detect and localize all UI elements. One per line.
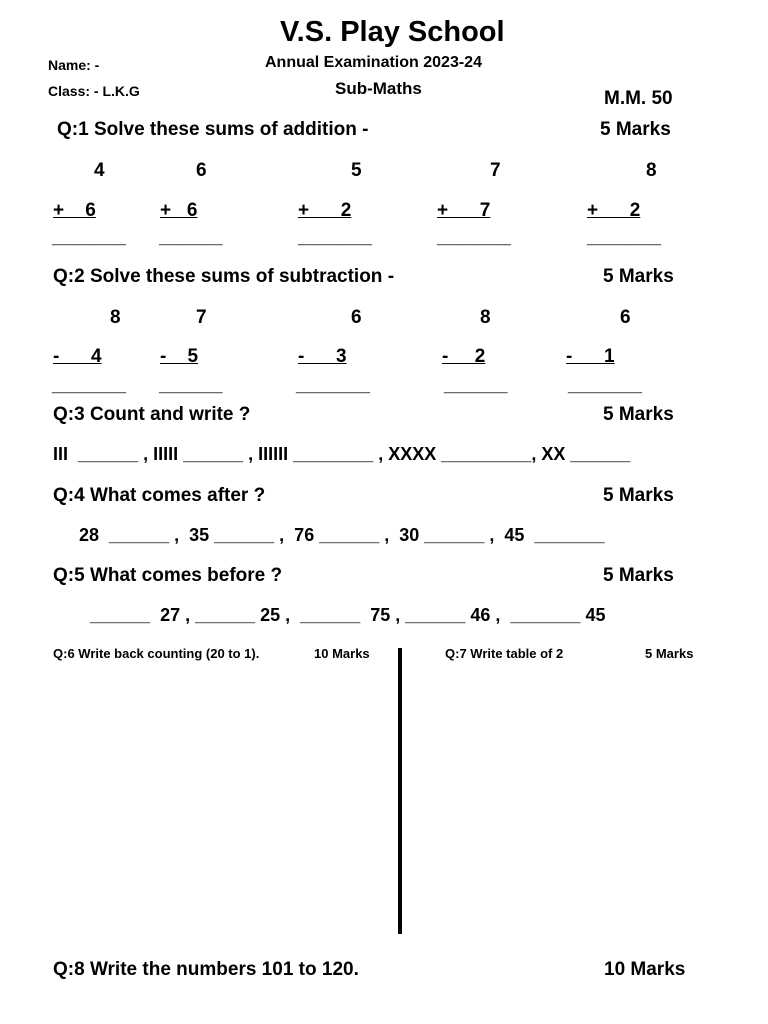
q1-bottom-5: + 2 [587,200,641,221]
q5-before-line: ______ 27 , ______ 25 , ______ 75 , ______ 46 , _______ 45 [90,605,606,625]
q1-bottom-1: + 6 [53,200,96,221]
q2-answer-blank-3: _______ [296,375,370,396]
q1-top-1: 4 [94,160,105,181]
q3-count-line: III ______ , IIIII ______ , IIIIII ________ , XXXX _________, XX ______ [53,444,631,464]
subject-label: Sub-Maths [335,79,422,98]
q2-marks: 5 Marks [603,266,674,287]
q4-title: Q:4 What comes after ? [53,485,266,506]
q2-top-4: 8 [480,307,491,328]
q2-bottom-1: - 4 [53,346,102,367]
q2-top-2: 7 [196,307,207,328]
max-marks: M.M. 50 [604,88,673,109]
q2-bottom-5: - 1 [566,346,615,367]
q1-top-4: 7 [490,160,501,181]
q1-answer-blank-4: _______ [437,227,511,248]
q2-bottom-2: - 5 [160,346,199,367]
q1-bottom-2: + 6 [160,200,198,221]
q1-answer-blank-1: _______ [52,227,126,248]
q1-bottom-4: + 7 [437,200,491,221]
q4-after-line: 28 ______ , 35 ______ , 76 ______ , 30 ______ , 45 _______ [79,525,605,545]
q3-marks: 5 Marks [603,404,674,425]
q1-top-3: 5 [351,160,362,181]
q8-title: Q:8 Write the numbers 101 to 120. [53,959,359,980]
name-label: Name: - [48,57,100,73]
q1-top-2: 6 [196,160,207,181]
q7-title: Q:7 Write table of 2 [445,646,564,661]
q2-title: Q:2 Solve these sums of subtraction - [53,266,395,287]
exam-title: Annual Examination 2023-24 [265,54,482,71]
q3-title: Q:3 Count and write ? [53,404,251,425]
q1-marks: 5 Marks [600,119,671,140]
q6-title: Q:6 Write back counting (20 to 1). [53,646,260,661]
q2-bottom-3: - 3 [298,346,347,367]
q1-title: Q:1 Solve these sums of addition - [57,119,369,140]
q5-marks: 5 Marks [603,565,674,586]
class-label: Class: - L.K.G [48,83,140,99]
q2-answer-blank-2: ______ [159,375,223,396]
q2-answer-blank-1: _______ [52,375,126,396]
q5-title: Q:5 What comes before ? [53,565,283,586]
q7-marks: 5 Marks [645,646,694,661]
q2-answer-blank-4: ______ [444,375,508,396]
q2-bottom-4: - 2 [442,346,486,367]
school-title: V.S. Play School [280,16,505,48]
q2-top-3: 6 [351,307,362,328]
q1-answer-blank-5: _______ [587,227,661,248]
q2-top-5: 6 [620,307,631,328]
q1-bottom-3: + 2 [298,200,352,221]
q6-marks: 10 Marks [314,646,370,661]
q1-answer-blank-3: _______ [298,227,372,248]
q4-marks: 5 Marks [603,485,674,506]
column-divider [398,648,402,934]
q2-answer-blank-5: _______ [568,375,642,396]
q8-marks: 10 Marks [604,959,686,980]
q1-answer-blank-2: ______ [159,227,223,248]
q1-top-5: 8 [646,160,657,181]
q2-top-1: 8 [110,307,121,328]
